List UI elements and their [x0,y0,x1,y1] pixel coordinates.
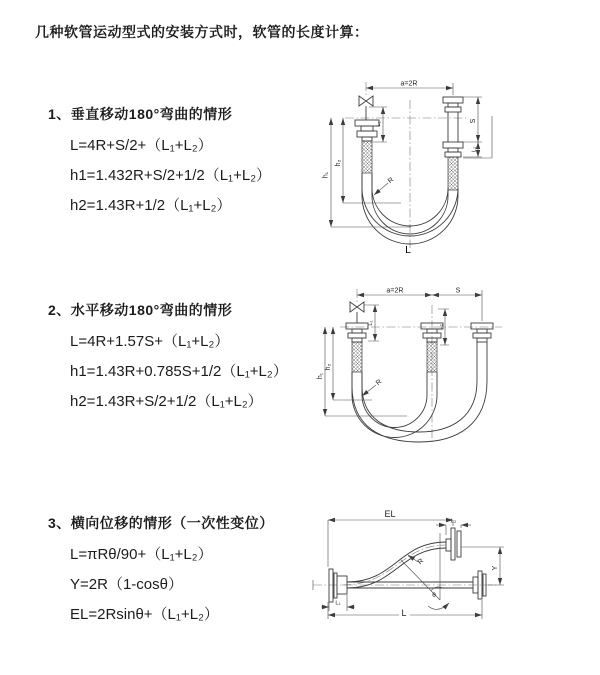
section-1 [48,104,271,221]
formula: h1=1.43R+0.785S+1/2（L₁+L₂） [70,363,288,380]
extension-line [463,97,492,158]
page-title: 几种软管运动型式的安装方式时，软管的长度计算： [35,24,369,40]
formula: h1=1.432R+S/2+1/2（L₁+L₂） [70,167,272,184]
formula: L=πRθ/90+（L₁+L₂） [70,546,213,563]
dim-label-travel: S [470,118,477,124]
diagram-vertical-180-bend [315,76,580,258]
diagram-horizontal-180-bend [312,283,587,453]
formula: Y=2R（1-cosθ） [70,576,183,593]
dim-label-l1: L₁ [376,121,382,127]
dim-label-radius: R [386,176,396,186]
dim-label-y: Y [492,565,499,571]
theta-angle [401,533,449,609]
dim-label-length: L [405,244,411,256]
extension-line [446,525,461,535]
dim-label-el: EL [384,509,396,519]
section-2 [48,300,288,417]
dim-label-h1: h₁ [322,171,330,179]
section-3 [48,513,274,630]
section-2-heading: 2、水平移动180°弯曲的情形 [48,302,233,318]
displaced-flange [446,528,461,560]
dim-label-theta: θ [432,592,436,599]
extension-line [328,520,453,567]
formula: h2=1.43R+S/2+1/2（L₁+L₂） [70,393,263,410]
section-3-formulas [70,540,274,630]
formula: L=4R+1.57S+（L₁+L₂） [70,333,230,350]
dim-label-l1: L₁ [368,320,374,326]
formula: L=4R+S/2+（L₁+L₂） [70,137,213,154]
valve-icon [359,96,373,120]
leader-line [362,385,376,396]
formula: h2=1.43R+1/2（L₁+L₂） [70,197,232,214]
valve-icon [350,302,364,323]
braided-hose-section [362,141,372,173]
braided-hose-section [448,157,458,190]
braided-hose-section [427,342,437,372]
dim-label-l2: L₂ [471,146,478,153]
dim-label-l2: L₂ [438,324,444,330]
dim-label-width: a=2R [400,80,418,88]
section-1-formulas [70,131,271,221]
left-flange [329,569,347,602]
braided-hose-section [352,342,362,372]
diagram-lateral-displacement [300,505,595,633]
hose-s-curve [342,542,473,588]
dim-label-radius: R [416,557,426,567]
dim-label-h2: h₂ [325,363,332,371]
section-2-formulas [70,327,288,417]
hose-u-bend [352,349,487,442]
dim-label-width: a=2R [386,287,404,295]
dim-label-radius: R [374,378,384,388]
dim-label-l1: L₁ [335,600,341,607]
dim-label-travel: S [455,287,461,295]
section-1-heading: 1、垂直移动180°弯曲的情形 [48,106,233,122]
dim-label-h2: h₂ [335,159,342,167]
leader-line [374,183,388,195]
section-3-heading: 3、横向位移的情形（一次性变位） [48,515,274,531]
dim-label-h1: h₁ [317,372,324,380]
dim-label-length: L [401,608,407,618]
left-fitting [346,323,368,342]
dim-label-l2: L₂ [450,518,457,525]
formula: EL=2Rsinθ+（L₁+L₂） [70,606,219,623]
right-fittings [443,97,463,157]
